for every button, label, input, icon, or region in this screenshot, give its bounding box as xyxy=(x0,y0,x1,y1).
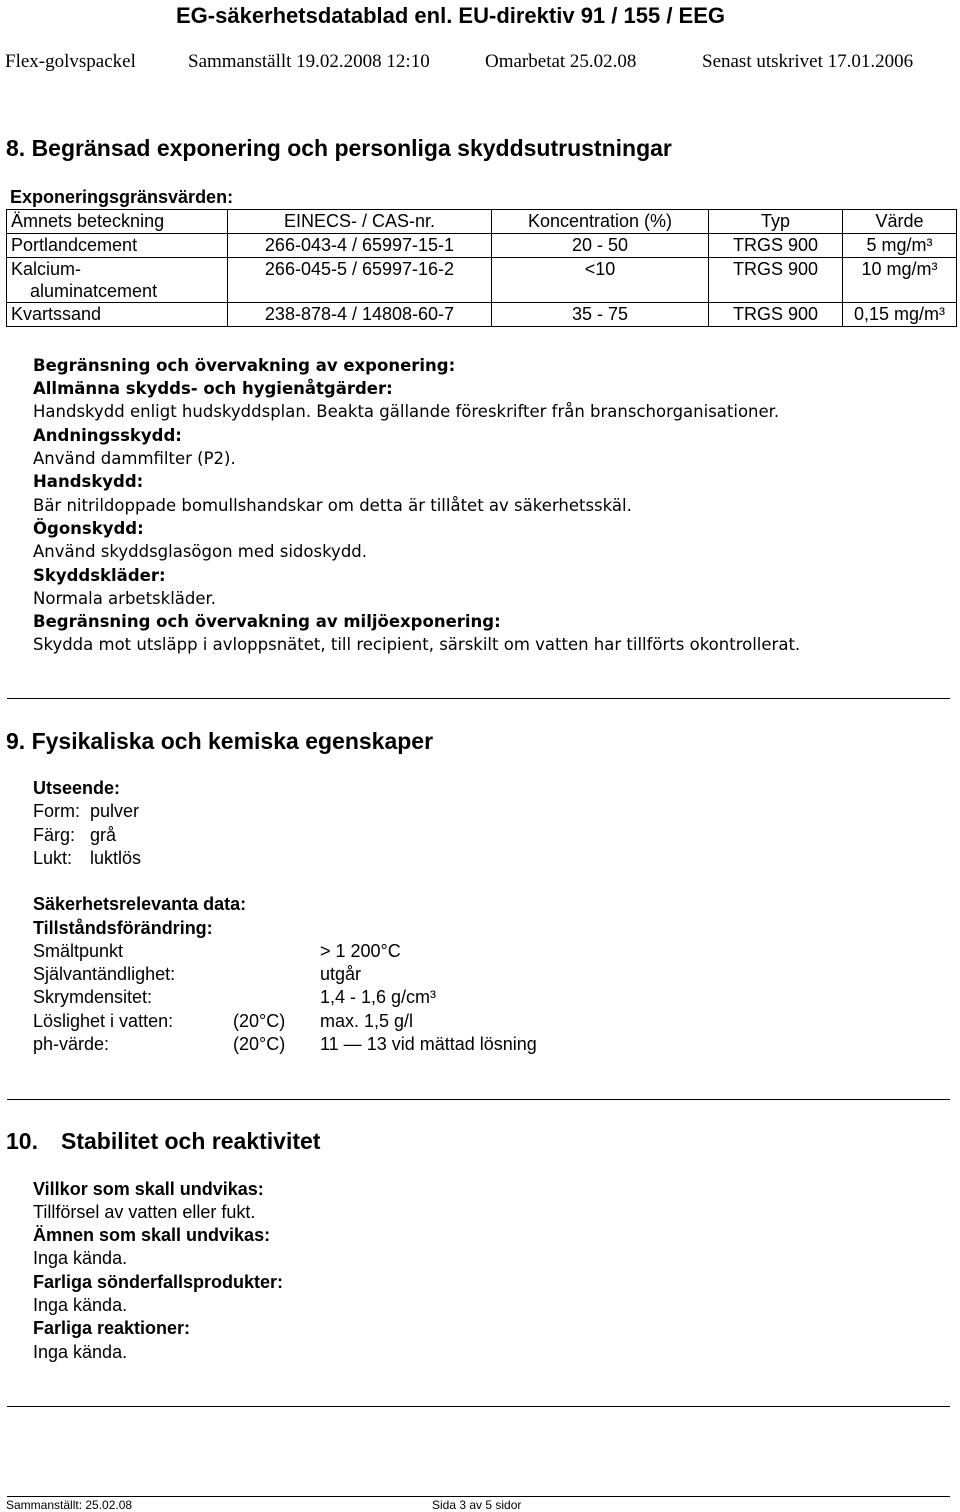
prop-label: Skrymdensitet: xyxy=(33,987,153,1007)
appearance-heading: Utseende: xyxy=(33,778,121,798)
printed-date: Senast utskrivet 17.01.2006 xyxy=(702,51,914,72)
general-measures-text: Handskydd enligt hudskyddsplan. Beakta gällande föreskrifter från branschorganisationer. xyxy=(33,402,780,421)
section9-title: 9. Fysikaliska och kemiska egenskaper xyxy=(6,728,434,754)
col-header-substance: Ämnets beteckning xyxy=(7,210,228,234)
decomposition-text: Inga kända. xyxy=(33,1295,128,1315)
cell-value: 10 mg/m³ xyxy=(843,258,957,303)
section-divider xyxy=(7,1406,950,1407)
product-name: Flex-golvspackel xyxy=(5,51,136,72)
cell-type: TRGS 900 xyxy=(709,258,843,303)
cell-substance: Portlandcement xyxy=(7,234,228,258)
section-divider xyxy=(7,698,950,699)
avoid-conditions-heading: Villkor som skall undvikas: xyxy=(33,1179,264,1199)
safety-data-heading: Säkerhetsrelevanta data: xyxy=(33,894,247,914)
compiled-date: Sammanställt 19.02.2008 12:10 xyxy=(188,51,430,72)
prop-value: > 1 200°C xyxy=(320,941,401,961)
col-header-concentration: Koncentration (%) xyxy=(492,210,709,234)
general-measures-heading: Allmänna skydds- och hygienåtgärder: xyxy=(33,379,393,398)
section-divider xyxy=(7,1099,950,1100)
prop-condition: (20°C) xyxy=(233,1011,286,1031)
footer-compiled: Sammanställt: 25.02.08 xyxy=(6,1498,133,1512)
cell-cas: 238-878-4 / 14808-60-7 xyxy=(228,303,492,327)
env-control-text: Skydda mot utsläpp i avloppsnätet, till recipient, särskilt om vatten har tillförts okontrollerat. xyxy=(33,635,801,654)
respiratory-heading: Andningsskydd: xyxy=(33,426,182,445)
footer-page-number: Sida 3 av 5 sidor xyxy=(432,1498,522,1512)
odor-label: Lukt: xyxy=(33,848,73,868)
prop-value: utgår xyxy=(320,964,362,984)
document-title: EG-säkerhetsdatablad enl. EU-direktiv 91 / 155 / EEG xyxy=(176,3,726,28)
cell-type: TRGS 900 xyxy=(709,234,843,258)
cell-cas: 266-043-4 / 65997-15-1 xyxy=(228,234,492,258)
respiratory-text: Använd dammfilter (P2). xyxy=(33,449,236,468)
clothing-text: Normala arbetskläder. xyxy=(33,589,217,608)
hand-protection-heading: Handskydd: xyxy=(33,472,144,491)
reactions-text: Inga kända. xyxy=(33,1342,128,1362)
section10-title: Stabilitet och reaktivitet xyxy=(61,1128,321,1154)
env-control-heading: Begränsning och övervakning av miljöexponering: xyxy=(33,612,501,631)
avoid-substances-text: Inga kända. xyxy=(33,1248,128,1268)
reactions-heading: Farliga reaktioner: xyxy=(33,1318,191,1338)
table-header-row xyxy=(7,210,957,234)
exposure-limits-table xyxy=(6,209,957,327)
prop-value: max. 1,5 g/l xyxy=(320,1011,414,1031)
prop-label: Löslighet i vatten: xyxy=(33,1011,174,1031)
cell-concentration: 20 - 50 xyxy=(492,234,709,258)
cell-substance-line2: aluminatcement xyxy=(30,281,158,301)
exposure-limits-heading: Exponeringsgränsvärden: xyxy=(10,187,234,207)
avoid-conditions-text: Tillförsel av vatten eller fukt. xyxy=(33,1202,256,1222)
eye-protection-heading: Ögonskydd: xyxy=(33,519,144,538)
col-header-type: Typ xyxy=(709,210,843,234)
prop-condition: (20°C) xyxy=(233,1034,286,1054)
form-label: Form: xyxy=(33,801,80,821)
cell-type: TRGS 900 xyxy=(709,303,843,327)
color-value: grå xyxy=(90,825,117,845)
prop-label: Smältpunkt xyxy=(33,941,124,961)
col-header-cas: EINECS- / CAS-nr. xyxy=(228,210,492,234)
prop-value: 1,4 - 1,6 g/cm³ xyxy=(320,987,437,1007)
exposure-control-heading: Begränsning och övervakning av exponering: xyxy=(33,356,456,375)
state-change-heading: Tillståndsförändring: xyxy=(33,918,213,938)
prop-label: ph-värde: xyxy=(33,1034,110,1054)
color-label: Färg: xyxy=(33,825,76,845)
cell-substance-line1: Kalcium- xyxy=(11,259,82,279)
table-row xyxy=(7,303,957,327)
revised-date: Omarbetat 25.02.08 xyxy=(485,51,637,72)
cell-substance: Kvartssand xyxy=(7,303,228,327)
cell-cas: 266-045-5 / 65997-16-2 xyxy=(228,258,492,303)
table-row xyxy=(7,258,957,303)
decomposition-heading: Farliga sönderfallsprodukter: xyxy=(33,1272,284,1292)
footer-rule xyxy=(7,1496,950,1497)
cell-value: 0,15 mg/m³ xyxy=(843,303,957,327)
hand-protection-text: Bär nitrildoppade bomullshandskar om detta är tillåtet av säkerhetsskäl. xyxy=(33,496,632,515)
odor-value: luktlös xyxy=(90,848,142,868)
avoid-substances-heading: Ämnen som skall undvikas: xyxy=(33,1225,271,1245)
prop-value: 11 — 13 vid mättad lösning xyxy=(320,1034,537,1054)
eye-protection-text: Använd skyddsglasögon med sidoskydd. xyxy=(33,542,368,561)
table-row xyxy=(7,234,957,258)
cell-substance xyxy=(7,258,228,303)
clothing-heading: Skyddskläder: xyxy=(33,566,166,585)
section10-number: 10. xyxy=(6,1128,38,1154)
section8-title: 8. Begränsad exponering och personliga skyddsutrustningar xyxy=(6,135,672,161)
cell-value: 5 mg/m³ xyxy=(843,234,957,258)
cell-concentration: 35 - 75 xyxy=(492,303,709,327)
prop-label: Självantändlighet: xyxy=(33,964,176,984)
form-value: pulver xyxy=(90,801,140,821)
col-header-value: Värde xyxy=(843,210,957,234)
cell-concentration: <10 xyxy=(492,258,709,303)
